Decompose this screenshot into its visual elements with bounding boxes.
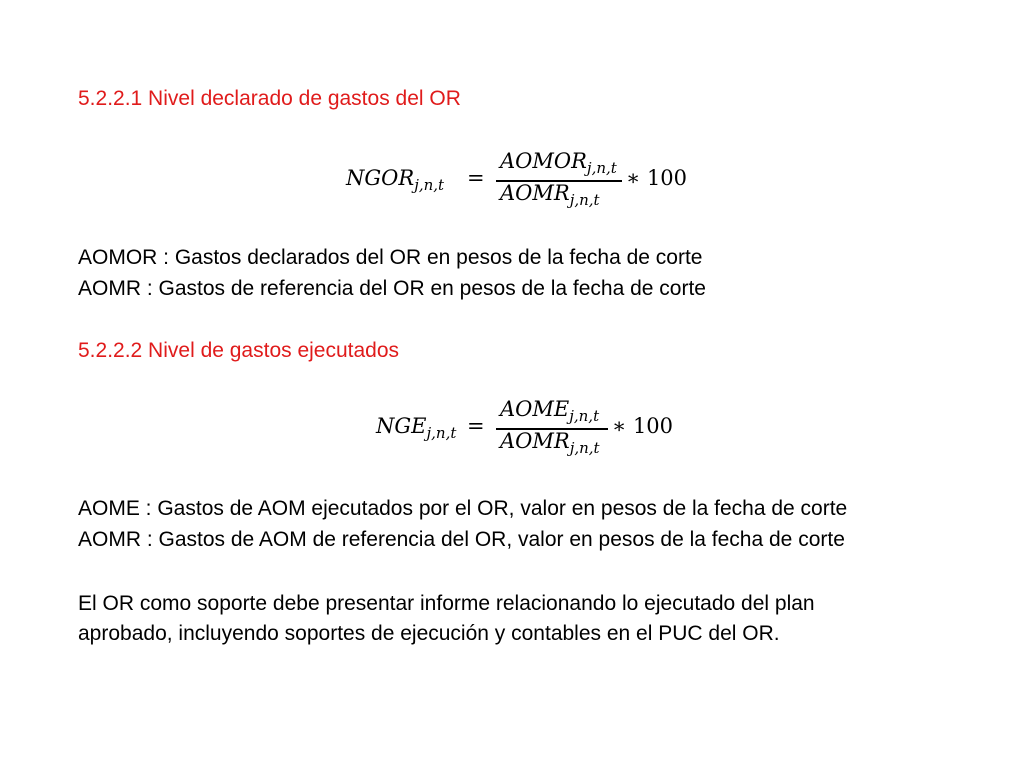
section-1-heading: 5.2.2.1 Nivel declarado de gastos del OR bbox=[78, 87, 461, 110]
definition-aomr-reference: AOMR : Gastos de AOM de referencia del OR, valor en pesos de la fecha de corte bbox=[78, 528, 845, 551]
formula-nge-denominator-sub: j,n,t bbox=[569, 439, 600, 458]
formula-ngor bbox=[346, 145, 696, 215]
formula-nge-numerator-var: AOME bbox=[500, 397, 570, 421]
formula-nge-lhs-sub: j,n,t bbox=[426, 424, 457, 443]
formula-nge-multiplier: ∗ 100 bbox=[612, 414, 674, 438]
formula-ngor-numerator-sub: j,n,t bbox=[586, 159, 617, 178]
formula-nge-lhs bbox=[376, 414, 456, 442]
definition-aomor: AOMOR : Gastos declarados del OR en pesos de la fecha de corte bbox=[78, 246, 703, 269]
formula-ngor-numerator bbox=[500, 149, 617, 177]
formula-ngor-denominator bbox=[500, 181, 600, 209]
formula-nge-equals: = bbox=[467, 414, 485, 438]
definition-aome: AOME : Gastos de AOM ejecutados por el OR, valor en pesos de la fecha de corte bbox=[78, 497, 848, 520]
formula-nge bbox=[376, 393, 696, 463]
formula-nge-denominator bbox=[500, 429, 600, 457]
formula-ngor-lhs-sub: j,n,t bbox=[414, 176, 445, 195]
formula-nge-lhs-var: NGE bbox=[376, 414, 427, 438]
definition-aomr: AOMR : Gastos de referencia del OR en pesos de la fecha de corte bbox=[78, 277, 706, 300]
formula-ngor-numerator-var: AOMOR bbox=[500, 149, 587, 173]
formula-ngor-lhs bbox=[346, 166, 444, 194]
formula-ngor-lhs-var: NGOR bbox=[346, 166, 415, 190]
formula-nge-denominator-var: AOMR bbox=[500, 429, 570, 453]
formula-ngor-denominator-sub: j,n,t bbox=[569, 191, 600, 210]
formula-ngor-multiplier: ∗ 100 bbox=[626, 166, 688, 190]
section-2-heading: 5.2.2.2 Nivel de gastos ejecutados bbox=[78, 339, 400, 362]
formula-nge-numerator bbox=[500, 397, 599, 425]
closing-paragraph-line-1: El OR como soporte debe presentar informe relacionando lo ejecutado del plan bbox=[78, 592, 815, 615]
formula-ngor-equals: = bbox=[467, 166, 485, 190]
formula-nge-numerator-sub: j,n,t bbox=[569, 407, 600, 426]
closing-paragraph-line-2: aprobado, incluyendo soportes de ejecución y contables en el PUC del OR. bbox=[78, 622, 780, 645]
formula-ngor-denominator-var: AOMR bbox=[500, 181, 570, 205]
